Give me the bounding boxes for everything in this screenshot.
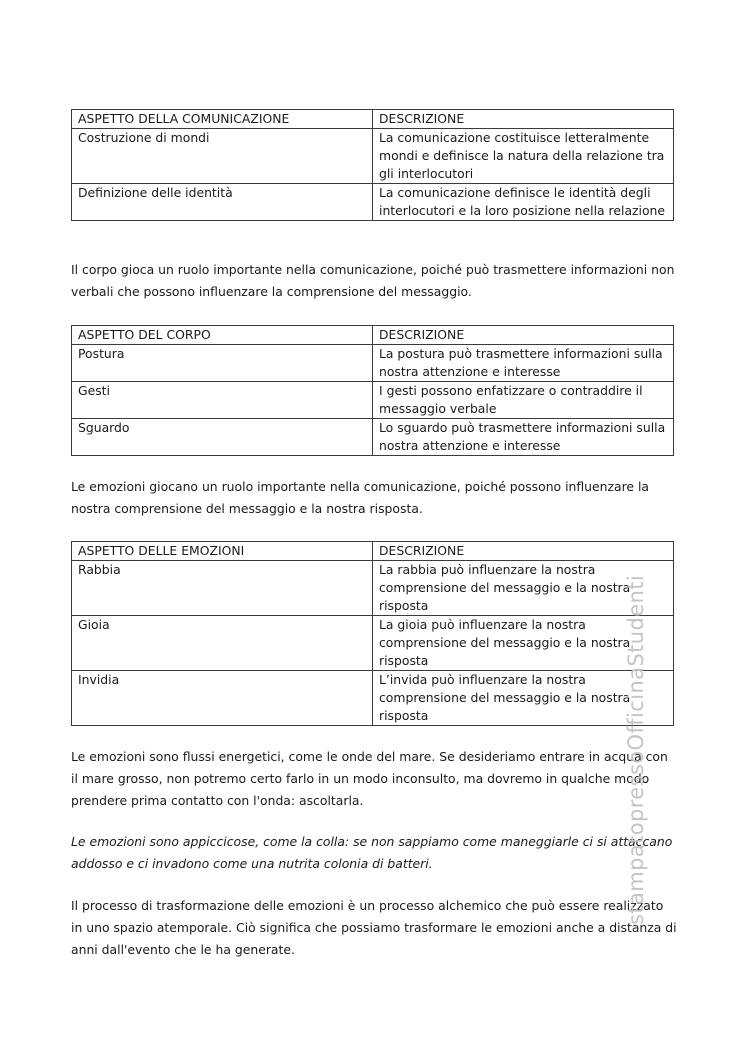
table-cell-description: I gesti possono enfatizzare o contraddire il messaggio verbale (373, 382, 674, 419)
table-cell-description: L’invida può influenzare la nostra comprensione del messaggio e la nostra risposta (373, 671, 674, 726)
table-header-cell: ASPETTO DELLE EMOZIONI (72, 542, 373, 561)
table-header-row (72, 542, 674, 561)
table-header-cell: ASPETTO DELLA COMUNICAZIONE (72, 110, 373, 129)
emotion-aspects-table (71, 541, 674, 726)
table-header-row (72, 110, 674, 129)
table-cell-aspect: Rabbia (72, 561, 373, 616)
table-cell-aspect: Invidia (72, 671, 373, 726)
table-cell-description: La comunicazione definisce le identità degli interlocutori e la loro posizione nella relazione (373, 184, 674, 221)
table-cell-description: Lo sguardo può trasmettere informazioni sulla nostra attenzione e interesse (373, 419, 674, 456)
table-row (72, 561, 674, 616)
paragraph-emotions-transform: Il processo di trasformazione delle emozioni è un processo alchemico che può essere realizzato in uno spazio atemporale. Ciò significa che possiamo trasformare le emozioni anche a distanza di anni dall'evento che le ha generate. (71, 898, 677, 957)
table-row (72, 382, 674, 419)
table-cell-description: La comunicazione costituisce letteralmente mondi e definisce la natura della relazione tra gli interlocutori (373, 129, 674, 184)
table-cell-aspect: Definizione delle identità (72, 184, 373, 221)
table-header-cell: DESCRIZIONE (373, 542, 674, 561)
table-row (72, 129, 674, 184)
paragraph-emotions-glue: Le emozioni sono appiccicose, come la colla: se non sappiamo come maneggiarle ci si attaccano addosso e ci invadono come una nutrita colonia di batteri. (71, 834, 673, 871)
table-header-cell: ASPETTO DEL CORPO (72, 326, 373, 345)
table-cell-aspect: Costruzione di mondi (72, 129, 373, 184)
table-cell-aspect: Postura (72, 345, 373, 382)
table-cell-aspect: Gesti (72, 382, 373, 419)
table-header-cell: DESCRIZIONE (373, 110, 674, 129)
table-row (72, 419, 674, 456)
paragraph-emotions-role: Le emozioni giocano un ruolo importante nella comunicazione, poiché possono influenzare la nostra comprensione del messaggio e la nostra risposta. (71, 479, 650, 516)
paragraph-emotions-waves: Le emozioni sono flussi energetici, come le onde del mare. Se desideriamo entrare in acqua con il mare grosso, non potremo certo farlo in un modo inconsulto, ma dovremo in qualche modo prendere prima contatto con l'onda: ascoltarla. (71, 749, 668, 808)
table-row (72, 184, 674, 221)
table-row (72, 671, 674, 726)
table-cell-aspect: Sguardo (72, 419, 373, 456)
table-row (72, 345, 674, 382)
table-header-row (72, 326, 674, 345)
body-aspects-table (71, 325, 674, 456)
table-cell-description: La postura può trasmettere informazioni sulla nostra attenzione e interesse (373, 345, 674, 382)
table-cell-description: La gioia può influenzare la nostra comprensione del messaggio e la nostra risposta (373, 616, 674, 671)
paragraph-body-role: Il corpo gioca un ruolo importante nella comunicazione, poiché può trasmettere informazioni non verbali che possono influenzare la comprensione del messaggio. (71, 262, 675, 299)
table-header-cell: DESCRIZIONE (373, 326, 674, 345)
table-row (72, 616, 674, 671)
table-cell-description: La rabbia può influenzare la nostra comprensione del messaggio e la nostra risposta (373, 561, 674, 616)
watermark: stampatopressoOfficinaStudenti (624, 574, 648, 925)
communication-aspects-table (71, 109, 674, 221)
table-cell-aspect: Gioia (72, 616, 373, 671)
